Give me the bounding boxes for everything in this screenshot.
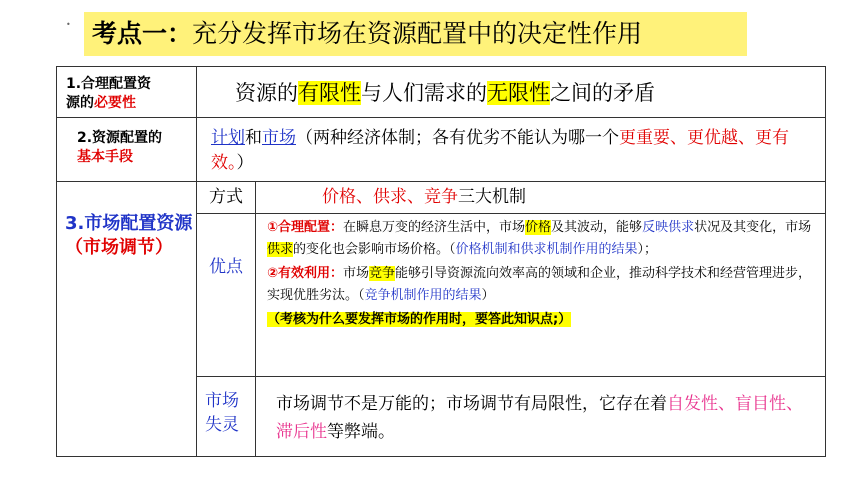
advantage-p1 <box>267 217 817 261</box>
text-span: ） <box>236 153 254 173</box>
text-span: 优点 <box>209 257 243 277</box>
page-title <box>84 12 747 56</box>
text-span: 必要性 <box>94 95 136 111</box>
text-span: 三大机制 <box>458 187 526 207</box>
text-span: 市场失灵 <box>205 391 239 435</box>
text-span: 及其波动，能够 <box>551 220 643 235</box>
text-span: ） <box>481 288 495 303</box>
text-span: 之间的矛盾 <box>550 81 655 105</box>
text-span: 竞争 <box>369 266 396 281</box>
text-span: 竞争机制作用的结果 <box>364 288 482 303</box>
text-span: 3.市场配置资源 <box>65 213 193 234</box>
text-span: 等弊端。 <box>327 422 395 442</box>
advantage-label-cell <box>196 213 256 377</box>
text-span: 市场调节不是万能的；市场调节有局限性，它存在着 <box>276 394 667 414</box>
text-span: 价格机制和供求机制作用的结果 <box>455 242 638 257</box>
decorative-dot: • <box>66 20 71 29</box>
text-span: ）； <box>637 242 658 257</box>
text-span: 与人们需求的 <box>361 81 487 105</box>
text-span: 和 <box>245 128 262 148</box>
method-content-cell <box>255 181 826 214</box>
text-span: 源的 <box>66 95 94 111</box>
text-span: 市场 <box>343 266 370 281</box>
plan-link: 计划 <box>211 128 245 148</box>
row3-label <box>65 212 196 260</box>
text-span: 反映供求 <box>642 220 695 235</box>
market-link: 市场 <box>262 128 296 148</box>
text-span: （两种经济体制；各有优劣不能认为哪一个 <box>296 128 619 148</box>
text-span: 基本手段 <box>77 149 133 165</box>
method-label-cell <box>196 181 256 214</box>
text-span: 价格 <box>525 220 552 235</box>
row3-label-cell <box>56 181 197 457</box>
row2-content-cell <box>196 117 826 182</box>
title-prefix: 考点一： <box>92 19 193 48</box>
text-span: 方式 <box>209 187 243 207</box>
row1-label <box>66 75 196 113</box>
advantage-content-cell <box>255 213 826 377</box>
text-span: 在瞬息万变的经济生活中，市场 <box>343 220 526 235</box>
text-span: ②有效利用： <box>267 266 344 281</box>
text-span: 更重要、更优越、更有效。 <box>211 128 789 173</box>
row2-label <box>77 129 196 167</box>
text-span: 的变化也会影响市场价格。（ <box>293 242 456 257</box>
advantage-note <box>267 309 817 331</box>
text-span: ①合理配置： <box>267 220 344 235</box>
failure-content-cell <box>255 376 826 457</box>
text-span: 状况及其变化，市场 <box>694 220 812 235</box>
text-span: 能够引导资源流向效率高的领域和企业，推动科学技术和经营管理进步，实现优胜劣汰。（ <box>267 266 812 303</box>
text-span: 供求 <box>267 242 294 257</box>
row1-label-cell <box>56 66 197 118</box>
text-span: （考核为什么要发挥市场的作用时，要答此知识点;） <box>267 312 572 327</box>
text-span: （市场调节） <box>65 237 173 258</box>
text-span: 自发性、盲目性、滞后性 <box>276 394 803 442</box>
text-span: 无限性 <box>487 81 550 105</box>
row1-content-cell <box>196 66 826 118</box>
advantage-p2 <box>267 263 817 307</box>
failure-label-cell <box>196 376 256 457</box>
title-text: 充分发挥市场在资源配置中的决定性作用 <box>192 19 643 48</box>
text-span: 2.资源配置的 <box>77 130 163 146</box>
text-span: 有限性 <box>298 81 361 105</box>
text-span: 资源的 <box>235 81 298 105</box>
row2-label-cell <box>56 117 197 182</box>
text-span: 1.合理配置资 <box>66 76 152 92</box>
text-span: 价格、供求、竞争 <box>322 187 458 207</box>
